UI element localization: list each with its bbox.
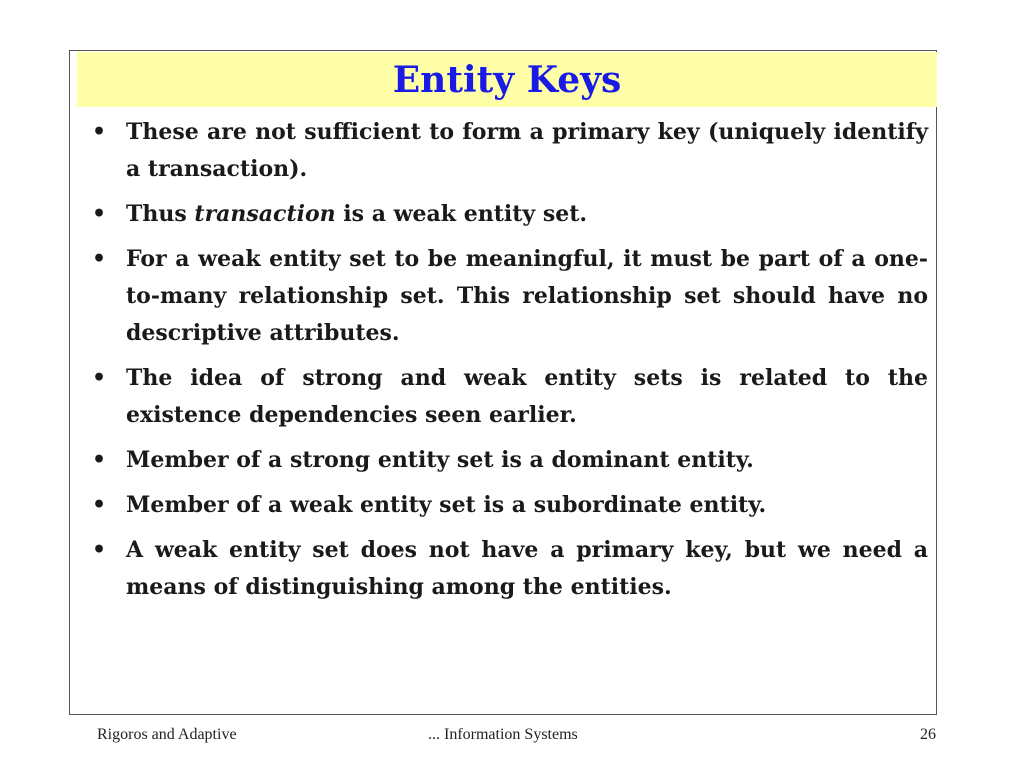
bullet-item: [86, 532, 928, 606]
bullet-text: These are not sufficient to form a primary key (uniquely identify a transaction).: [126, 119, 928, 182]
bullet-text: Thus: [126, 201, 195, 227]
bullet-item: [86, 114, 928, 188]
footer-center-text: ... Information Systems: [428, 726, 578, 743]
bullet-text: is a weak entity set.: [335, 201, 588, 227]
bullet-text: Member of a weak entity set is a subordinate entity.: [126, 492, 767, 518]
bullet-item: [86, 442, 928, 479]
bullet-dot-icon: •: [92, 447, 107, 473]
bullet-text: For a weak entity set to be meaningful, it must be part of a one-to-many relationship set. This relationship set should have no descriptive attributes.: [126, 246, 928, 346]
bullet-item: [86, 241, 928, 352]
bullet-dot-icon: •: [92, 201, 107, 227]
bullet-text-italic: transaction: [194, 201, 336, 227]
bullet-item: [86, 196, 928, 233]
bullet-item: [86, 360, 928, 434]
bullet-dot-icon: •: [92, 246, 107, 272]
title-bar: [77, 52, 937, 107]
bullet-item: [86, 487, 928, 524]
bullet-dot-icon: •: [92, 492, 107, 518]
footer: [0, 726, 1024, 748]
bullet-dot-icon: •: [92, 119, 107, 145]
bullet-text: Member of a strong entity set is a dominant entity.: [126, 447, 754, 473]
footer-left-text: Rigoros and Adaptive: [97, 726, 237, 743]
slide-title: Entity Keys: [392, 58, 622, 101]
page-number: 26: [920, 726, 936, 743]
bullet-list: [86, 114, 928, 606]
bullet-dot-icon: •: [92, 365, 107, 391]
bullet-text: A weak entity set does not have a primary key, but we need a means of distinguishing among the entities.: [126, 537, 928, 600]
bullet-text: The idea of strong and weak entity sets is related to the existence dependencies seen earlier.: [126, 365, 928, 428]
bullet-dot-icon: •: [92, 537, 107, 563]
slide-content: [86, 114, 928, 614]
